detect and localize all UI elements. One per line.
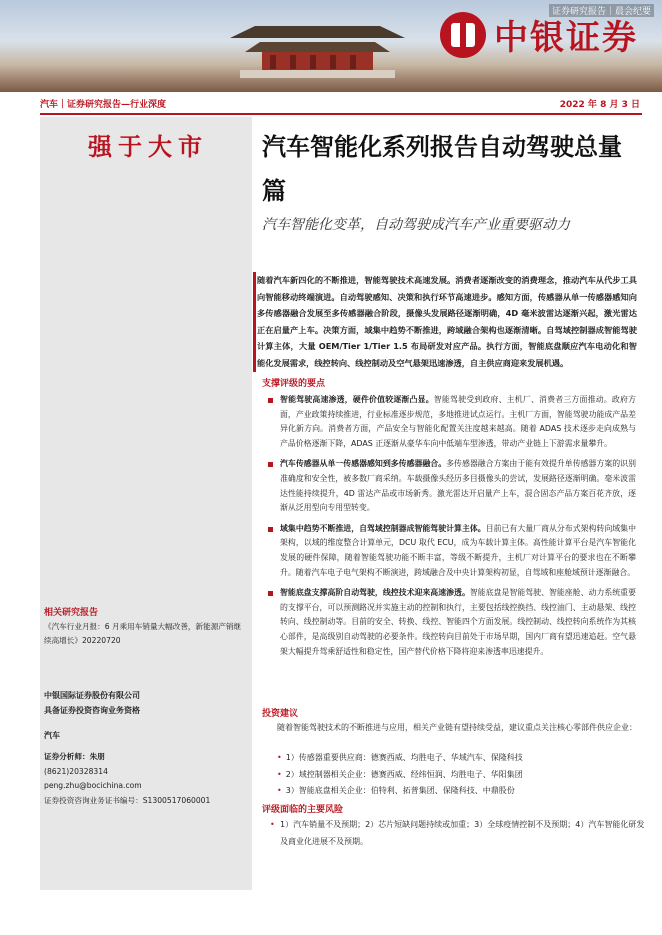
pick-text: 3）智能底盘相关企业：伯特利、拓普集团、保隆科技、中鼎股份 [285, 786, 515, 795]
picks-list [277, 750, 637, 800]
logo-tag: 证券研究报告｜晨会纪要 [549, 4, 654, 17]
boc-logo-icon [440, 12, 486, 58]
report-title: 汽车智能化系列报告自动驾驶总量篇 [262, 132, 622, 205]
analyst-info [44, 750, 244, 808]
bullet-lead: 智能底盘支撑高阶自动驾驶，线控技术迎来高速渗透。 [280, 588, 470, 598]
section-drivers-heading: 支撑评级的要点 [262, 379, 326, 389]
list-item [262, 457, 636, 515]
bullet-marker-icon: • [277, 753, 282, 762]
report-category: 汽车｜证券研究报告—行业深度 [40, 100, 167, 110]
analyst-row [44, 750, 244, 765]
bullet-marker-icon [268, 591, 273, 596]
risk-text [270, 816, 650, 850]
bullet-text: 智能底盘是智能驾驶、智能座舱、动力系统重要的支撑平台，可以预测路况并实施主动的控制和执行，主要包括线控换挡、线控油门、主动悬架、线控转向、线控制动等。目前的安全、转换、线控、智能四个方面发展。线控制动、线控转向系统作为其核心部件，是高级别自动驾驶的必要条件。线控转向目前处于市场早期，国内厂商有望迅速追赶。空气悬架大幅提升驾乘舒适性和稳定性，国产替代价格下降将迎来渗透率迅速提升。 [280, 588, 636, 656]
analyst-name: 朱朋 [89, 752, 105, 761]
section-risk-heading: 评级面临的主要风险 [262, 805, 344, 815]
list-item [262, 522, 636, 580]
bullet-marker-icon: • [270, 820, 275, 829]
bullet-marker-icon [268, 398, 273, 403]
bullet-text: 目前已有大量厂商从分布式架构转向域集中架构，以域的维度整合计算单元，DCU 取代 ECU，成为车载计算主体。高性能计算平台是汽车智能化发展的硬件保障，随着智能驾驶功能不断丰富，等级不断提升，主机厂对计算平台的要求也在不断攀升。随着汽车电子电气架构不断演进，跨域融合及中央计算架构初显，自驾域和座舱域预计逐渐融合。 [280, 523, 636, 577]
rating-box [40, 117, 252, 163]
report-subtitle: 汽车智能化变革，自动驾驶成汽车产业重要驱动力 [262, 217, 570, 233]
list-item [277, 783, 637, 800]
report-date: 2022 年 8 月 3 日 [559, 100, 640, 110]
list-item [277, 767, 637, 784]
pick-text: 1）传感器重要供应商：德赛西威、均胜电子、华域汽车、保隆科技 [285, 753, 523, 762]
bullet-text: 多传感器融合方案由于能有效提升单传感器方案的识别准确度和安全性，被多数厂商采纳。车载摄像头经历多目摄像头的尝试，发展路径逐渐明确。毫米波雷达性能持续提升，4D 雷达产品或市场新秀。激光雷达开启量产上车，混合固态产品方案百花齐放，逐渐从泛用型向专用型转变。 [280, 459, 636, 513]
list-item [262, 393, 636, 451]
drivers-list [262, 393, 636, 665]
related-report-link[interactable]: 《汽车行业月报：6 月乘用车销量大幅改善，新能源产销继续高增长》20220720 [44, 622, 242, 645]
bullet-marker-icon: • [277, 786, 282, 795]
invest-text: 随着智能驾驶技术的不断推进与应用，相关产业链有望持续受益，建议重点关注核心零部件供应企业： [277, 723, 637, 732]
brand-name: 中银证券 [494, 18, 638, 58]
bullet-marker-icon [268, 462, 273, 467]
bullet-marker-icon [268, 527, 273, 532]
related-reports-heading: 相关研究报告 [44, 608, 99, 618]
analyst-license: 证券投资咨询业务证书编号：S1300517060001 [44, 795, 211, 805]
brand-logo [410, 0, 662, 92]
header-banner [0, 0, 662, 92]
company-qualification: 中银国际证券股份有限公司 具备证券投资咨询业务资格 [44, 691, 140, 715]
bullet-lead: 域集中趋势不断推进，自驾域控制器成智能驾驶计算主体。 [280, 523, 486, 533]
rating-label: 强于大市 [88, 132, 208, 161]
industry-label: 汽车 [44, 731, 60, 740]
header-rule [40, 113, 642, 115]
pick-text: 2）域控制器相关企业：德赛西威、经纬恒润、均胜电子、华阳集团 [285, 769, 523, 779]
section-invest-heading: 投资建议 [262, 709, 299, 719]
meta-row [40, 95, 640, 111]
risk-body: 1）汽车销量不及预期；2）芯片短缺问题持续或加重；3）全球疫情控制不及预期；4）汽车智能化研发及商业化进展不及预期。 [280, 820, 645, 846]
bullet-marker-icon: • [277, 769, 282, 779]
bullet-lead: 汽车传感器从单一传感器感知到多传感器融合。 [280, 459, 447, 469]
palace-image [230, 18, 405, 78]
list-item [262, 586, 636, 659]
bullet-lead: 智能驾驶高速渗透，硬件价值较逐渐凸显。 [280, 395, 434, 404]
list-item [277, 750, 637, 767]
analyst-label: 证券分析师： [44, 752, 90, 761]
analyst-phone: (8621)20328314 [44, 766, 108, 776]
analyst-email[interactable]: peng.zhu@bocichina.com [44, 781, 142, 790]
abstract: 随着汽车新四化的不断推进，智能驾驶技术高速发展。消费者逐渐改变的消费理念，推动汽车从代步工具向智能移动终端演进。自动驾驶感知、决策和执行环节高速进步。感知方面，传感器从单一传感器感知向多传感器融合发展至多传感器融合阶段，摄像头发展路径逐渐明确，4D 毫米波雷达逐渐兴起，激光雷达正在启量产上车。决策方面，域集中趋势不断推进，跨域融合架构也逐渐清晰。自驾域控制器成智能驾驶计算主体，大量 OEM/Tier 1/Tier 1.5 布局研发对应产品。执行方面，智能底盘顺应汽车电动化和智能化发展需求，线控转向、线控制动及空气悬架迅速渗透，自主供应商迎来发展机遇。 [257, 272, 637, 372]
bullet-text: 智能驾驶受到政府、主机厂、消费者三方面推动。政府方面，产业政策持续推进，行业标准逐步规范，多地推进试点运行。主机厂方面，智能驾驶功能成产品差异化新方向。消费者方面，产品安全与智能化配置关注度越来越高。随着 ADAS 技术逐步走向成熟与产品价格逐渐下降，ADAS 正逐渐从豪华车向中低端车型渗透，带动产业链上下游需求量攀升。 [280, 395, 636, 448]
